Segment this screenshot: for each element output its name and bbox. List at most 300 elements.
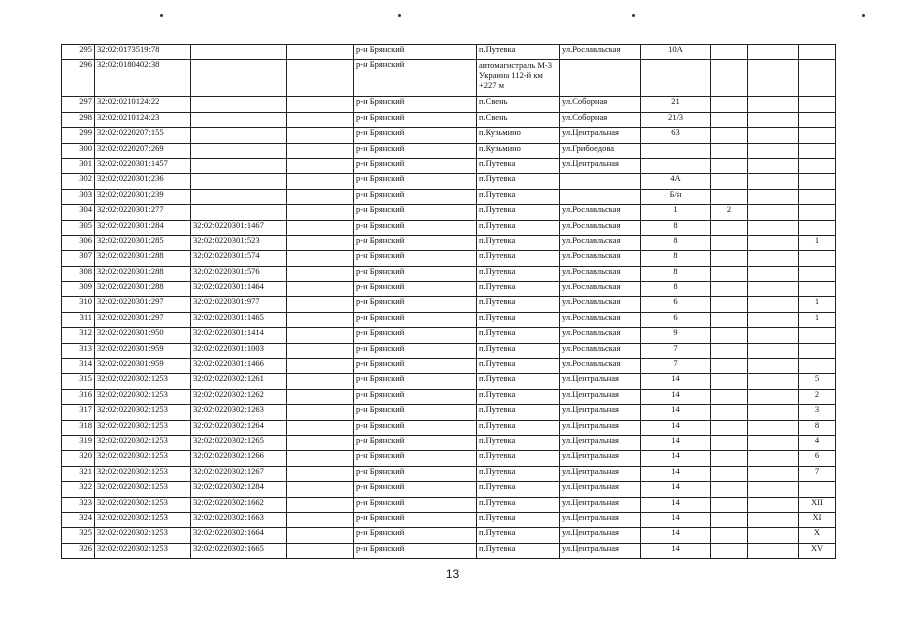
page-number: 13: [445, 567, 460, 581]
empty-cell: [748, 60, 799, 97]
table-row: [62, 466, 836, 481]
linked-cadastral-number: 32:02:0220302:1665: [191, 543, 287, 558]
empty-cell: [748, 512, 799, 527]
district-cell: р-н Брянский: [354, 266, 477, 281]
table-row: [62, 174, 836, 189]
apartment-number: [799, 482, 836, 497]
apartment-number: 6: [799, 451, 836, 466]
empty-cell: [748, 282, 799, 297]
cadastral-number: 32:02:0180402:38: [95, 60, 191, 97]
row-number: 315: [62, 374, 95, 389]
linked-cadastral-number: [191, 97, 287, 112]
empty-cell: [748, 112, 799, 127]
settlement-cell: п.Путевка: [477, 374, 560, 389]
linked-cadastral-number: [191, 158, 287, 173]
cadastral-number: 32:02:0210124:23: [95, 112, 191, 127]
district-cell: р-н Брянский: [354, 435, 477, 450]
street-cell: ул.Рославльская: [560, 220, 641, 235]
house-number: 14: [641, 497, 711, 512]
row-number: 298: [62, 112, 95, 127]
empty-cell: [748, 528, 799, 543]
settlement-cell: п.Кузьмино: [477, 128, 560, 143]
row-number: 300: [62, 143, 95, 158]
apartment-number: [799, 45, 836, 60]
scan-mark-3: [632, 14, 635, 17]
house-number: 7: [641, 343, 711, 358]
apartment-number: 4: [799, 435, 836, 450]
cadastral-number: 32:02:0220207:155: [95, 128, 191, 143]
table-row: [62, 60, 836, 97]
apartment-number: 1: [799, 312, 836, 327]
apartment-number: [799, 128, 836, 143]
linked-cadastral-number: 32:02:0220301:1465: [191, 312, 287, 327]
house-number: 21/3: [641, 112, 711, 127]
linked-cadastral-number: [191, 143, 287, 158]
district-cell: р-н Брянский: [354, 174, 477, 189]
empty-cell: [287, 405, 354, 420]
row-number: 320: [62, 451, 95, 466]
settlement-cell: п.Путевка: [477, 235, 560, 250]
empty-cell: [287, 435, 354, 450]
empty-cell: [287, 482, 354, 497]
street-cell: ул.Соборная: [560, 97, 641, 112]
empty-cell: [287, 282, 354, 297]
cadastral-number: 32:02:0220302:1253: [95, 512, 191, 527]
apartment-number: [799, 282, 836, 297]
apartment-number: X: [799, 528, 836, 543]
settlement-cell: п.Свень: [477, 97, 560, 112]
empty-cell: [748, 435, 799, 450]
empty-cell: [748, 97, 799, 112]
empty-cell: [287, 297, 354, 312]
street-cell: ул.Рославльская: [560, 205, 641, 220]
house-number: 14: [641, 451, 711, 466]
district-cell: р-н Брянский: [354, 466, 477, 481]
cadastral-number: 32:02:0220301:288: [95, 266, 191, 281]
linked-cadastral-number: [191, 60, 287, 97]
building-number: [711, 60, 748, 97]
apartment-number: [799, 251, 836, 266]
settlement-cell: п.Путевка: [477, 297, 560, 312]
building-number: [711, 158, 748, 173]
apartment-number: 3: [799, 405, 836, 420]
district-cell: р-н Брянский: [354, 282, 477, 297]
row-number: 307: [62, 251, 95, 266]
table-row: [62, 235, 836, 250]
table-row: [62, 266, 836, 281]
table-row: [62, 512, 836, 527]
street-cell: ул.Центральная: [560, 528, 641, 543]
empty-cell: [287, 97, 354, 112]
register-rows: [62, 45, 836, 559]
empty-cell: [287, 112, 354, 127]
cadastral-number: 32:02:0220302:1253: [95, 405, 191, 420]
settlement-cell: п.Путевка: [477, 528, 560, 543]
cadastral-number: 32:02:0220207:269: [95, 143, 191, 158]
empty-cell: [748, 543, 799, 558]
house-number: 4А: [641, 174, 711, 189]
street-cell: ул.Грибоедова: [560, 143, 641, 158]
district-cell: р-н Брянский: [354, 251, 477, 266]
linked-cadastral-number: 32:02:0220301:1464: [191, 282, 287, 297]
settlement-cell: автомагистраль М-3 Украина 112-й км +227 м: [477, 60, 560, 97]
empty-cell: [748, 389, 799, 404]
district-cell: р-н Брянский: [354, 220, 477, 235]
settlement-cell: п.Путевка: [477, 359, 560, 374]
row-number: 310: [62, 297, 95, 312]
cadastral-number: 32:02:0220301:236: [95, 174, 191, 189]
empty-cell: [748, 451, 799, 466]
table-row: [62, 158, 836, 173]
linked-cadastral-number: [191, 174, 287, 189]
empty-cell: [748, 343, 799, 358]
district-cell: р-н Брянский: [354, 343, 477, 358]
row-number: 321: [62, 466, 95, 481]
house-number: 14: [641, 466, 711, 481]
street-cell: [560, 60, 641, 97]
settlement-cell: п.Путевка: [477, 451, 560, 466]
district-cell: р-н Брянский: [354, 405, 477, 420]
table-row: [62, 374, 836, 389]
settlement-cell: п.Путевка: [477, 405, 560, 420]
empty-cell: [748, 143, 799, 158]
row-number: 301: [62, 158, 95, 173]
row-number: 297: [62, 97, 95, 112]
row-number: 303: [62, 189, 95, 204]
empty-cell: [287, 343, 354, 358]
cadastral-number: 32:02:0220301:297: [95, 312, 191, 327]
empty-cell: [748, 220, 799, 235]
row-number: 309: [62, 282, 95, 297]
row-number: 295: [62, 45, 95, 60]
row-number: 311: [62, 312, 95, 327]
building-number: [711, 143, 748, 158]
district-cell: р-н Брянский: [354, 482, 477, 497]
district-cell: р-н Брянский: [354, 205, 477, 220]
row-number: 312: [62, 328, 95, 343]
district-cell: р-н Брянский: [354, 189, 477, 204]
linked-cadastral-number: 32:02:0220301:1003: [191, 343, 287, 358]
table-row: [62, 543, 836, 558]
table-row: [62, 528, 836, 543]
table-row: [62, 420, 836, 435]
cadastral-number: 32:02:0220302:1253: [95, 466, 191, 481]
empty-cell: [748, 374, 799, 389]
house-number: 21: [641, 97, 711, 112]
district-cell: р-н Брянский: [354, 158, 477, 173]
district-cell: р-н Брянский: [354, 45, 477, 60]
row-number: 322: [62, 482, 95, 497]
street-cell: ул.Центральная: [560, 451, 641, 466]
street-cell: ул.Рославльская: [560, 45, 641, 60]
table-row: [62, 343, 836, 358]
building-number: [711, 389, 748, 404]
building-number: 2: [711, 205, 748, 220]
house-number: 8: [641, 220, 711, 235]
cadastral-number: 32:02:0220301:284: [95, 220, 191, 235]
apartment-number: 2: [799, 389, 836, 404]
district-cell: р-н Брянский: [354, 97, 477, 112]
table-row: [62, 282, 836, 297]
linked-cadastral-number: 32:02:0220301:1414: [191, 328, 287, 343]
settlement-cell: п.Путевка: [477, 174, 560, 189]
house-number: 14: [641, 543, 711, 558]
settlement-cell: п.Путевка: [477, 205, 560, 220]
house-number: 8: [641, 235, 711, 250]
district-cell: р-н Брянский: [354, 543, 477, 558]
house-number: 9: [641, 328, 711, 343]
cadastral-number: 32:02:0220301:959: [95, 359, 191, 374]
linked-cadastral-number: 32:02:0220302:1664: [191, 528, 287, 543]
table-row: [62, 359, 836, 374]
linked-cadastral-number: 32:02:0220302:1261: [191, 374, 287, 389]
district-cell: р-н Брянский: [354, 512, 477, 527]
empty-cell: [287, 312, 354, 327]
linked-cadastral-number: 32:02:0220302:1663: [191, 512, 287, 527]
cadastral-number: 32:02:0220301:950: [95, 328, 191, 343]
empty-cell: [287, 158, 354, 173]
settlement-cell: п.Свень: [477, 112, 560, 127]
apartment-number: [799, 220, 836, 235]
table-row: [62, 112, 836, 127]
settlement-cell: п.Путевка: [477, 482, 560, 497]
cadastral-number: 32:02:0220302:1253: [95, 435, 191, 450]
empty-cell: [748, 251, 799, 266]
table-row: [62, 482, 836, 497]
building-number: [711, 189, 748, 204]
house-number: 14: [641, 435, 711, 450]
cadastral-number: 32:02:0220302:1253: [95, 374, 191, 389]
cadastral-number: 32:02:0220301:288: [95, 282, 191, 297]
cadastral-number: 32:02:0173519:78: [95, 45, 191, 60]
settlement-cell: п.Путевка: [477, 251, 560, 266]
empty-cell: [287, 174, 354, 189]
district-cell: р-н Брянский: [354, 235, 477, 250]
row-number: 302: [62, 174, 95, 189]
building-number: [711, 45, 748, 60]
building-number: [711, 359, 748, 374]
empty-cell: [287, 374, 354, 389]
row-number: 306: [62, 235, 95, 250]
row-number: 305: [62, 220, 95, 235]
building-number: [711, 374, 748, 389]
house-number: 63: [641, 128, 711, 143]
street-cell: ул.Рославльская: [560, 235, 641, 250]
building-number: [711, 128, 748, 143]
apartment-number: [799, 60, 836, 97]
empty-cell: [287, 205, 354, 220]
settlement-cell: п.Путевка: [477, 312, 560, 327]
property-register-table: [61, 44, 836, 559]
empty-cell: [748, 312, 799, 327]
cadastral-number: 32:02:0220302:1253: [95, 543, 191, 558]
linked-cadastral-number: 32:02:0220302:1263: [191, 405, 287, 420]
table-row: [62, 251, 836, 266]
district-cell: р-н Брянский: [354, 374, 477, 389]
empty-cell: [287, 266, 354, 281]
house-number: Б/н: [641, 189, 711, 204]
empty-cell: [748, 420, 799, 435]
empty-cell: [748, 482, 799, 497]
empty-cell: [748, 128, 799, 143]
apartment-number: [799, 97, 836, 112]
empty-cell: [287, 497, 354, 512]
building-number: [711, 328, 748, 343]
apartment-number: [799, 143, 836, 158]
row-number: 324: [62, 512, 95, 527]
building-number: [711, 220, 748, 235]
street-cell: ул.Центральная: [560, 482, 641, 497]
scan-mark-4: [862, 14, 865, 17]
empty-cell: [748, 297, 799, 312]
table-row: [62, 497, 836, 512]
apartment-number: XI: [799, 512, 836, 527]
empty-cell: [287, 451, 354, 466]
cadastral-number: 32:02:0210124:22: [95, 97, 191, 112]
settlement-cell: п.Путевка: [477, 497, 560, 512]
house-number: 8: [641, 282, 711, 297]
street-cell: ул.Рославльская: [560, 297, 641, 312]
empty-cell: [748, 158, 799, 173]
building-number: [711, 466, 748, 481]
linked-cadastral-number: 32:02:0220302:1265: [191, 435, 287, 450]
house-number: 14: [641, 512, 711, 527]
linked-cadastral-number: 32:02:0220302:1267: [191, 466, 287, 481]
row-number: 325: [62, 528, 95, 543]
empty-cell: [287, 512, 354, 527]
district-cell: р-н Брянский: [354, 328, 477, 343]
street-cell: [560, 189, 641, 204]
street-cell: ул.Соборная: [560, 112, 641, 127]
settlement-cell: п.Путевка: [477, 266, 560, 281]
empty-cell: [287, 45, 354, 60]
row-number: 296: [62, 60, 95, 97]
table-row: [62, 97, 836, 112]
row-number: 318: [62, 420, 95, 435]
house-number: 6: [641, 297, 711, 312]
building-number: [711, 251, 748, 266]
settlement-cell: п.Путевка: [477, 45, 560, 60]
table-row: [62, 220, 836, 235]
table-row: [62, 205, 836, 220]
linked-cadastral-number: [191, 45, 287, 60]
district-cell: р-н Брянский: [354, 112, 477, 127]
table-row: [62, 128, 836, 143]
apartment-number: [799, 359, 836, 374]
district-cell: р-н Брянский: [354, 389, 477, 404]
settlement-cell: п.Кузьмино: [477, 143, 560, 158]
cadastral-number: 32:02:0220301:288: [95, 251, 191, 266]
table-row: [62, 189, 836, 204]
settlement-cell: п.Путевка: [477, 189, 560, 204]
settlement-cell: п.Путевка: [477, 343, 560, 358]
linked-cadastral-number: 32:02:0220301:576: [191, 266, 287, 281]
street-cell: ул.Рославльская: [560, 343, 641, 358]
street-cell: ул.Центральная: [560, 374, 641, 389]
building-number: [711, 420, 748, 435]
settlement-cell: п.Путевка: [477, 512, 560, 527]
linked-cadastral-number: 32:02:0220302:1662: [191, 497, 287, 512]
settlement-cell: п.Путевка: [477, 435, 560, 450]
empty-cell: [287, 328, 354, 343]
street-cell: [560, 174, 641, 189]
street-cell: ул.Рославльская: [560, 251, 641, 266]
district-cell: р-н Брянский: [354, 143, 477, 158]
building-number: [711, 497, 748, 512]
settlement-cell: п.Путевка: [477, 220, 560, 235]
district-cell: р-н Брянский: [354, 451, 477, 466]
apartment-number: [799, 189, 836, 204]
row-number: 304: [62, 205, 95, 220]
linked-cadastral-number: 32:02:0220301:1466: [191, 359, 287, 374]
empty-cell: [287, 466, 354, 481]
row-number: 319: [62, 435, 95, 450]
table-row: [62, 389, 836, 404]
row-number: 314: [62, 359, 95, 374]
row-number: 316: [62, 389, 95, 404]
row-number: 323: [62, 497, 95, 512]
table-row: [62, 405, 836, 420]
apartment-number: XII: [799, 497, 836, 512]
empty-cell: [748, 235, 799, 250]
street-cell: ул.Центральная: [560, 158, 641, 173]
house-number: 6: [641, 312, 711, 327]
district-cell: р-н Брянский: [354, 359, 477, 374]
empty-cell: [748, 328, 799, 343]
empty-cell: [287, 528, 354, 543]
building-number: [711, 112, 748, 127]
apartment-number: [799, 328, 836, 343]
apartment-number: [799, 205, 836, 220]
house-number: 14: [641, 482, 711, 497]
cadastral-number: 32:02:0220301:297: [95, 297, 191, 312]
linked-cadastral-number: [191, 205, 287, 220]
apartment-number: [799, 174, 836, 189]
settlement-cell: п.Путевка: [477, 389, 560, 404]
apartment-number: XV: [799, 543, 836, 558]
table-row: [62, 451, 836, 466]
house-number: 8: [641, 251, 711, 266]
linked-cadastral-number: 32:02:0220302:1264: [191, 420, 287, 435]
street-cell: ул.Центральная: [560, 512, 641, 527]
building-number: [711, 235, 748, 250]
building-number: [711, 512, 748, 527]
street-cell: ул.Центральная: [560, 543, 641, 558]
cadastral-number: 32:02:0220301:285: [95, 235, 191, 250]
building-number: [711, 528, 748, 543]
house-number: 14: [641, 420, 711, 435]
empty-cell: [748, 466, 799, 481]
linked-cadastral-number: [191, 189, 287, 204]
street-cell: ул.Центральная: [560, 435, 641, 450]
street-cell: ул.Центральная: [560, 405, 641, 420]
building-number: [711, 482, 748, 497]
district-cell: р-н Брянский: [354, 312, 477, 327]
house-number: 8: [641, 266, 711, 281]
building-number: [711, 282, 748, 297]
settlement-cell: п.Путевка: [477, 282, 560, 297]
street-cell: ул.Центральная: [560, 497, 641, 512]
house-number: 14: [641, 389, 711, 404]
building-number: [711, 451, 748, 466]
building-number: [711, 405, 748, 420]
street-cell: ул.Центральная: [560, 420, 641, 435]
cadastral-number: 32:02:0220302:1253: [95, 497, 191, 512]
street-cell: ул.Рославльская: [560, 312, 641, 327]
empty-cell: [748, 189, 799, 204]
cadastral-number: 32:02:0220302:1253: [95, 528, 191, 543]
cadastral-number: 32:02:0220301:959: [95, 343, 191, 358]
